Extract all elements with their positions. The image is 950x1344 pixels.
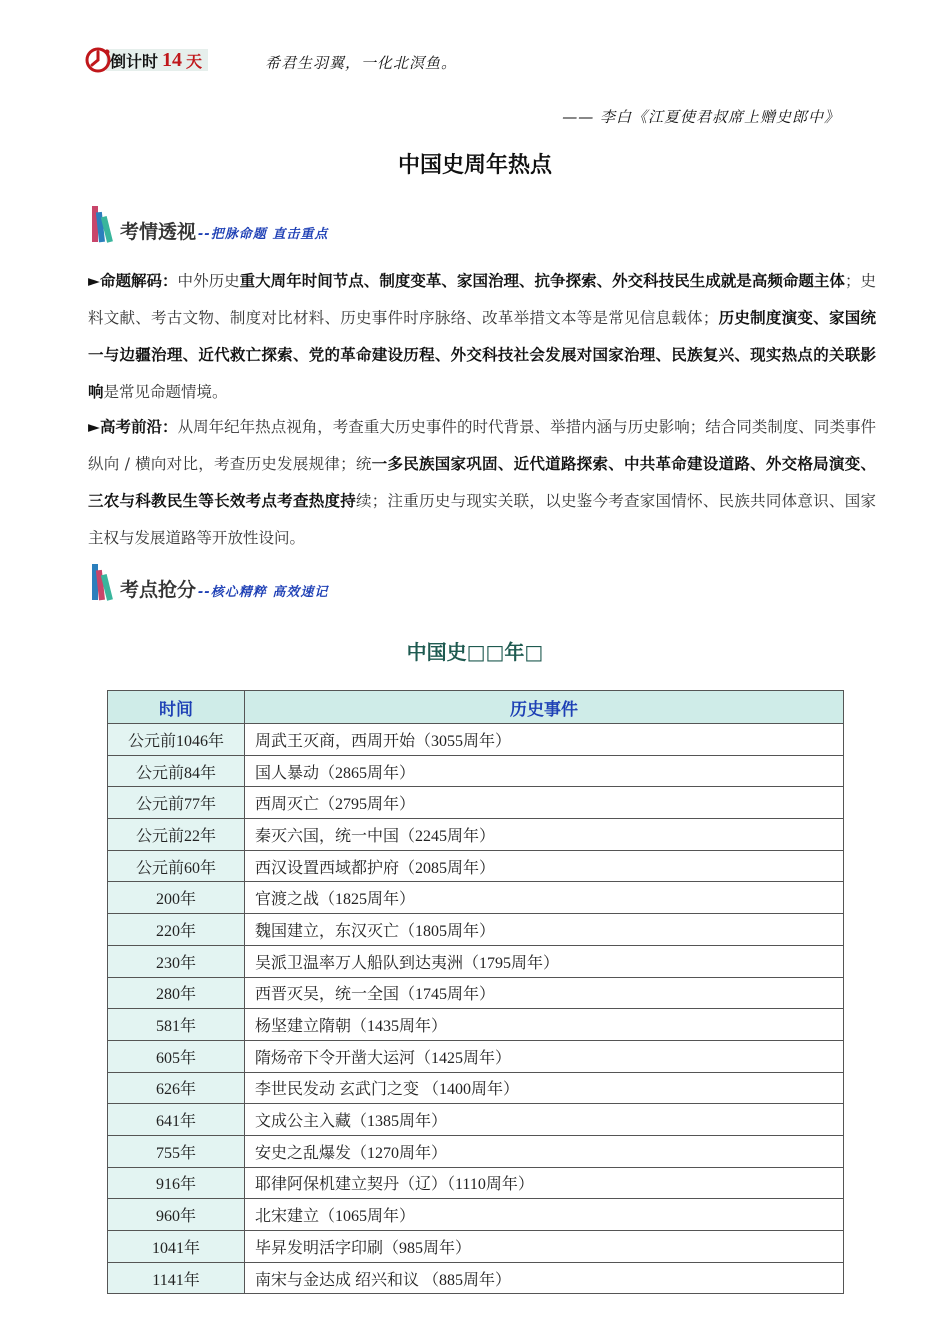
table-title: 中国史□□年□	[406, 640, 544, 664]
paragraph-exam-frontier	[88, 409, 876, 557]
table-row	[108, 1104, 844, 1136]
text-run: 中外历史	[177, 272, 240, 290]
cell-event: 隋炀帝下令开凿大运河（1425周年）	[245, 1040, 844, 1072]
table-header-row	[108, 691, 844, 724]
cell-event: 耶律阿保机建立契丹（辽）（1110周年）	[245, 1167, 844, 1199]
cell-event: 魏国建立，东汉灭亡（1805周年）	[245, 914, 844, 946]
bold-run: 历史制度演变、家国统一与边疆治理、近代救亡探索、党的革命建设历程、外交科技社会发展对国家治理、民族复兴、现实热点的关联影响	[88, 309, 876, 401]
section-header-analysis	[88, 204, 328, 244]
text-run: 从周年纪年热点视角，考查重大历史事件的时代背景、举措内涵与历史影响；结合同类制度、同类事件纵向 / 横向对比，考查历史发展规律；统	[88, 418, 877, 473]
cell-event: 西晋灭吴，统一全国（1745周年）	[245, 977, 844, 1009]
table-row	[108, 724, 844, 756]
section-header-keypoints	[88, 562, 328, 602]
table-row	[108, 1199, 844, 1231]
table-row	[108, 977, 844, 1009]
countdown-prefix: 倒计时	[110, 51, 159, 71]
cell-time: 641年	[108, 1104, 245, 1136]
section-title: 考情透视	[120, 221, 197, 243]
countdown-banner	[84, 44, 208, 76]
table-row	[108, 1072, 844, 1104]
cell-time: 626年	[108, 1072, 245, 1104]
text-run: ；史料文献、考古文物、制度对比材料、历史事件时序脉络、改革举措文本等是常见信息载体；	[88, 272, 876, 327]
table-row	[108, 1167, 844, 1199]
table-row	[108, 787, 844, 819]
cell-time: 916年	[108, 1167, 245, 1199]
header-event: 历史事件	[245, 691, 844, 724]
table-row	[108, 1040, 844, 1072]
clock-icon	[84, 46, 112, 74]
label-proposition-decoding: ►命题解码：	[88, 272, 178, 290]
cell-event: 毕昇发明活字印刷（985周年）	[245, 1231, 844, 1263]
cell-time: 公元前1046年	[108, 724, 245, 756]
countdown-days: 14	[162, 48, 183, 71]
paragraph-proposition-decoding	[88, 263, 876, 411]
table-row	[108, 850, 844, 882]
text-run: 续；注重历史与现实关联，以史鉴今考查家国情怀、民族共同体意识、国家主权与发展道路等开放性设问。	[88, 492, 876, 547]
books-icon	[88, 204, 122, 244]
cell-time: 公元前60年	[108, 850, 245, 882]
cell-time: 公元前22年	[108, 819, 245, 851]
table-row	[108, 945, 844, 977]
quote-source: —— 李白《江夏使君叔席上赠史郎中》	[562, 108, 840, 126]
table-row	[108, 755, 844, 787]
table-row	[108, 1231, 844, 1263]
cell-event: 国人暴动（2865周年）	[245, 755, 844, 787]
header-time: 时间	[108, 691, 245, 724]
cell-time: 230年	[108, 945, 245, 977]
text-run: 是常见命题情境。	[103, 383, 228, 401]
books-icon	[88, 562, 122, 602]
cell-time: 581年	[108, 1009, 245, 1041]
section-subtitle: --把脉命题 直击重点	[198, 227, 329, 242]
cell-time: 220年	[108, 914, 245, 946]
section-title: 考点抢分	[120, 579, 197, 601]
cell-time: 200年	[108, 882, 245, 914]
cell-event: 官渡之战（1825周年）	[245, 882, 844, 914]
cell-event: 北宋建立（1065周年）	[245, 1199, 844, 1231]
cell-time: 755年	[108, 1135, 245, 1167]
countdown-unit: 天	[186, 51, 203, 71]
table-row	[108, 1135, 844, 1167]
section-subtitle: --核心精粹 高效速记	[198, 585, 329, 600]
table-row	[108, 1262, 844, 1294]
cell-time: 1041年	[108, 1231, 245, 1263]
label-exam-frontier: ►高考前沿：	[88, 418, 178, 436]
cell-event: 秦灭六国，统一中国（2245周年）	[245, 819, 844, 851]
cell-time: 1141年	[108, 1262, 245, 1294]
cell-time: 280年	[108, 977, 245, 1009]
cell-event: 西周灭亡（2795周年）	[245, 787, 844, 819]
cell-event: 吴派卫温率万人船队到达夷洲（1795周年）	[245, 945, 844, 977]
cell-time: 公元前77年	[108, 787, 245, 819]
countdown-bar	[106, 49, 208, 71]
cell-event: 杨坚建立隋朝（1435周年）	[245, 1009, 844, 1041]
motto: 希君生羽翼，一化北溟鱼。	[265, 54, 458, 72]
cell-event: 南宋与金达成 绍兴和议 （885周年）	[245, 1262, 844, 1294]
cell-event: 安史之乱爆发（1270周年）	[245, 1135, 844, 1167]
cell-time: 960年	[108, 1199, 245, 1231]
table-row	[108, 819, 844, 851]
cell-time: 公元前84年	[108, 755, 245, 787]
table-row	[108, 882, 844, 914]
table-row	[108, 1009, 844, 1041]
page-title: 中国史周年热点	[397, 153, 552, 178]
bold-run: 重大周年时间节点、制度变革、家国治理、抗争探索、外交科技民生成就是高频命题主体	[239, 272, 845, 290]
cell-event: 周武王灭商，西周开始（3055周年）	[245, 724, 844, 756]
cell-event: 李世民发动 玄武门之变 （1400周年）	[245, 1072, 844, 1104]
bold-run: 一多民族国家巩固、近代道路探索、中共革命建设道路、外交格局演变、三农与科教民生等长效考点考查热度持	[88, 455, 876, 510]
table-row	[108, 914, 844, 946]
cell-event: 文成公主入藏（1385周年）	[245, 1104, 844, 1136]
cell-time: 605年	[108, 1040, 245, 1072]
anniversary-table	[107, 690, 844, 1294]
cell-event: 西汉设置西域都护府（2085周年）	[245, 850, 844, 882]
